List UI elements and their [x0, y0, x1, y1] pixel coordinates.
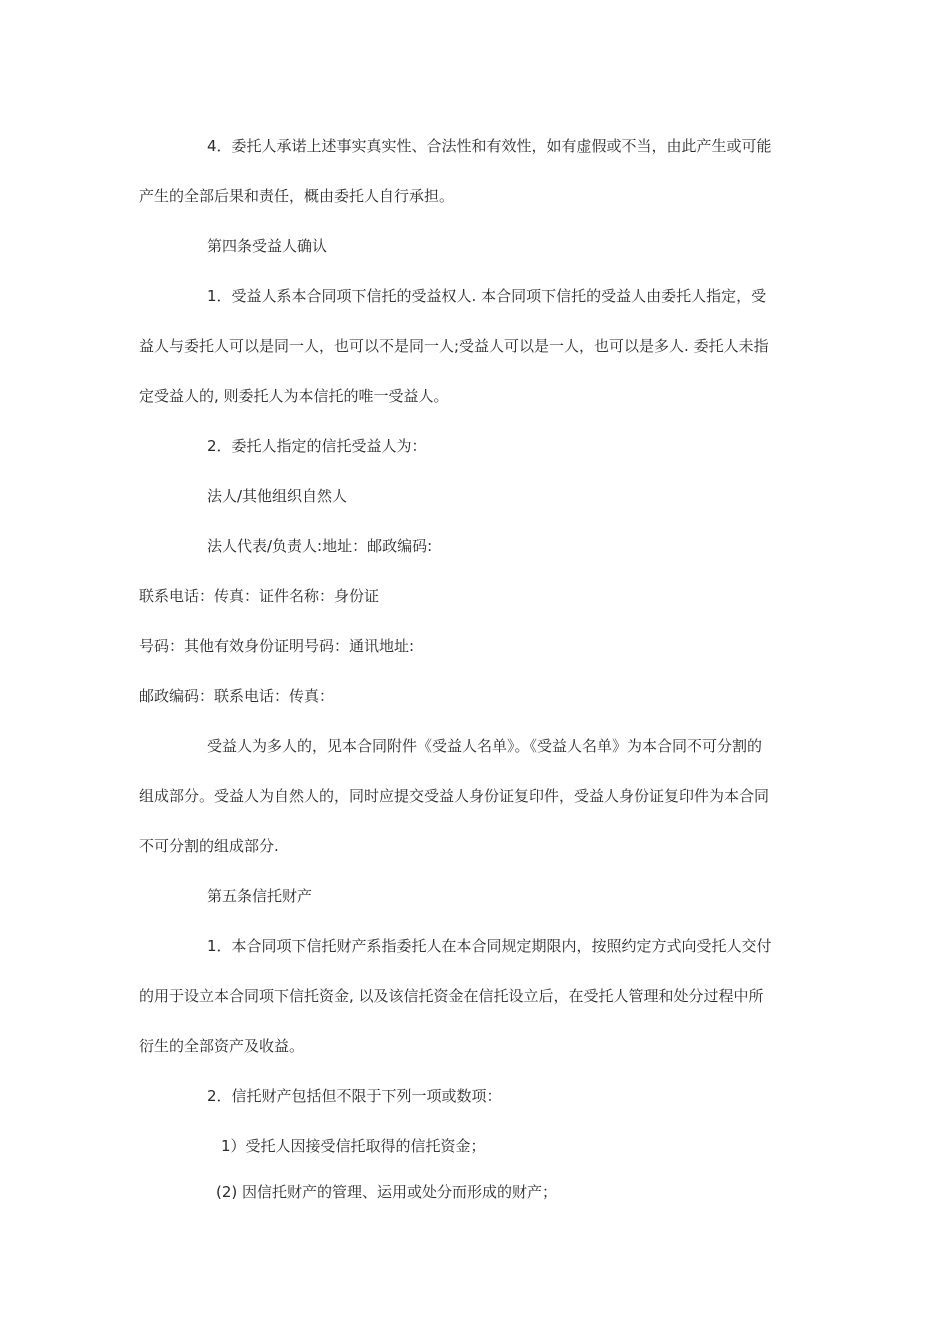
beneficiary-rep-line: 法人代表/负责人:地址：邮政编码:	[207, 537, 433, 555]
article-4-clause-1-line-1: 1．受益人系本合同项下信托的受益权人. 本合同项下信托的受益人由委托人指定，受	[207, 287, 767, 305]
article-4-heading: 第四条受益人确认	[207, 237, 328, 255]
article-5-clause-1-line-2: 的用于设立本合同项下信托资金, 以及该信托资金在信托设立后，在受托人管理和处分过程中所	[139, 987, 764, 1005]
article-5-clause-1-line-3: 衍生的全部资产及收益。	[139, 1037, 305, 1055]
article-4-clause-1-line-2: 益人与委托人可以是同一人，也可以不是同一人;受益人可以是一人，也可以是多人. 委托人未指	[139, 337, 769, 355]
article-4-clause-1-line-3: 定受益人的, 则委托人为本信托的唯一受益人。	[139, 387, 449, 405]
multi-beneficiary-line-1: 受益人为多人的，见本合同附件《受益人名单》。《受益人名单》为本合同不可分割的	[207, 737, 763, 755]
trust-property-item-2: (2) 因信托财产的管理、运用或处分而形成的财产；	[216, 1183, 558, 1201]
beneficiary-id-line: 号码：其他有效身份证明号码：通讯地址:	[139, 637, 415, 655]
beneficiary-type-line: 法人/其他组织自然人	[207, 487, 348, 505]
beneficiary-postal-line: 邮政编码：联系电话：传真：	[139, 687, 335, 705]
trust-property-item-1: 1）受托人因接受信托取得的信托资金；	[221, 1137, 486, 1155]
multi-beneficiary-line-2: 组成部分。受益人为自然人的，同时应提交受益人身份证复印件，受益人身份证复印件为本合同	[139, 787, 770, 805]
clause-4-line-1: 4．委托人承诺上述事实真实性、合法性和有效性，如有虚假或不当，由此产生或可能	[207, 137, 772, 155]
multi-beneficiary-line-3: 不可分割的组成部分.	[139, 837, 279, 855]
article-5-heading: 第五条信托财产	[207, 887, 313, 905]
article-5-clause-1-line-1: 1．本合同项下信托财产系指委托人在本合同规定期限内，按照约定方式向受托人交付	[207, 937, 772, 955]
article-4-clause-2: 2．委托人指定的信托受益人为：	[207, 437, 427, 455]
clause-4-line-2: 产生的全部后果和责任，概由委托人自行承担。	[139, 187, 455, 205]
beneficiary-contact-line: 联系电话：传真：证件名称：身份证	[139, 587, 380, 605]
article-5-clause-2: 2．信托财产包括但不限于下列一项或数项：	[207, 1087, 502, 1105]
